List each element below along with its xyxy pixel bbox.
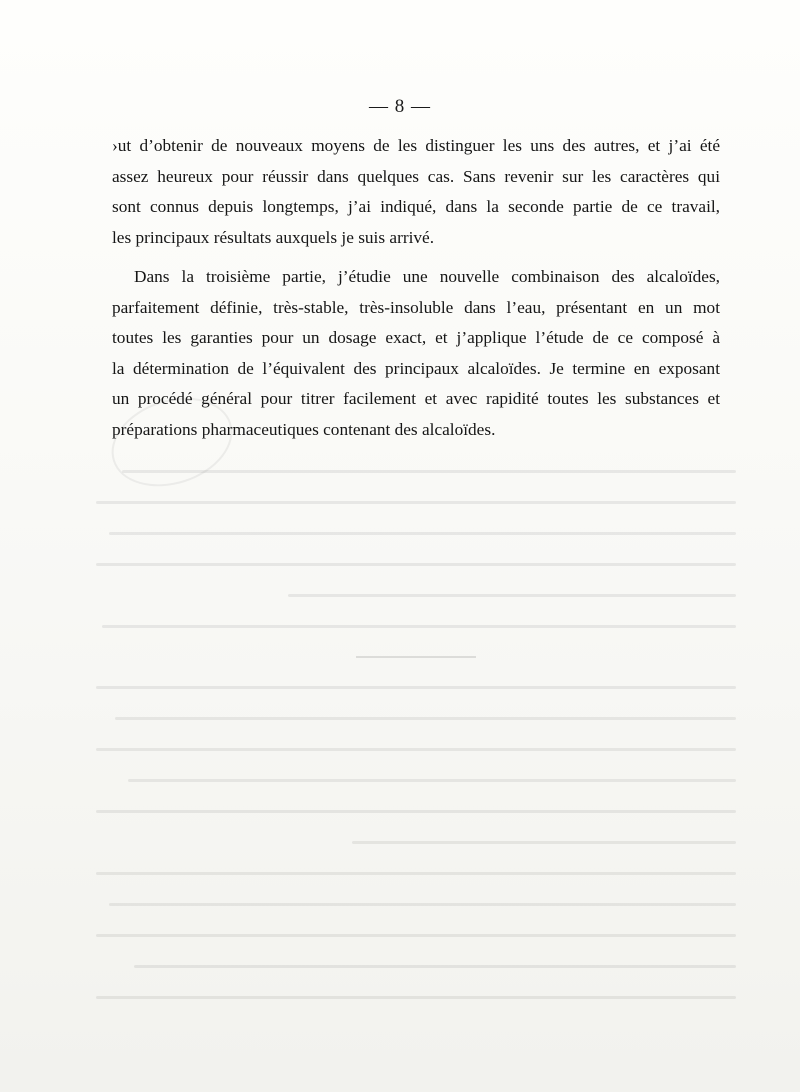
text-line: ›ut d’obtenir de nouveaux moyens de les distinguer les uns des autres, et j’ai été: [112, 136, 720, 155]
text-line: parfaitement définie, très-stable, très-insoluble dans l’eau, présentant en un mot: [112, 297, 720, 317]
text-line: sont connus depuis longtemps, j’ai indiqué, dans la seconde partie de ce travail,: [112, 197, 720, 216]
bleed-through-text: [96, 470, 736, 1070]
paragraph: [112, 131, 720, 253]
body-text: [112, 131, 720, 454]
text-line: préparations pharmaceutiques contenant des alcaloïdes.: [112, 419, 496, 439]
text-line: les principaux résultats auxquels je suis arrivé.: [112, 227, 435, 247]
paragraph: [112, 262, 720, 445]
text-line: un procédé général pour titrer facilement et avec rapidité toutes les substances et: [112, 389, 720, 408]
text-line: assez heureux pour réussir dans quelques cas. Sans revenir sur les caractères qui: [112, 166, 720, 186]
page-number: — 8 —: [369, 96, 431, 117]
text-line: Dans la troisième partie, j’étudie une nouvelle combinaison des alcaloïdes,: [134, 267, 720, 286]
text-line: la détermination de l’équivalent des principaux alcaloïdes. Je termine en exposant: [112, 358, 720, 378]
text-line: toutes les garanties pour un dosage exact, et j’applique l’étude de ce composé à: [112, 328, 720, 347]
